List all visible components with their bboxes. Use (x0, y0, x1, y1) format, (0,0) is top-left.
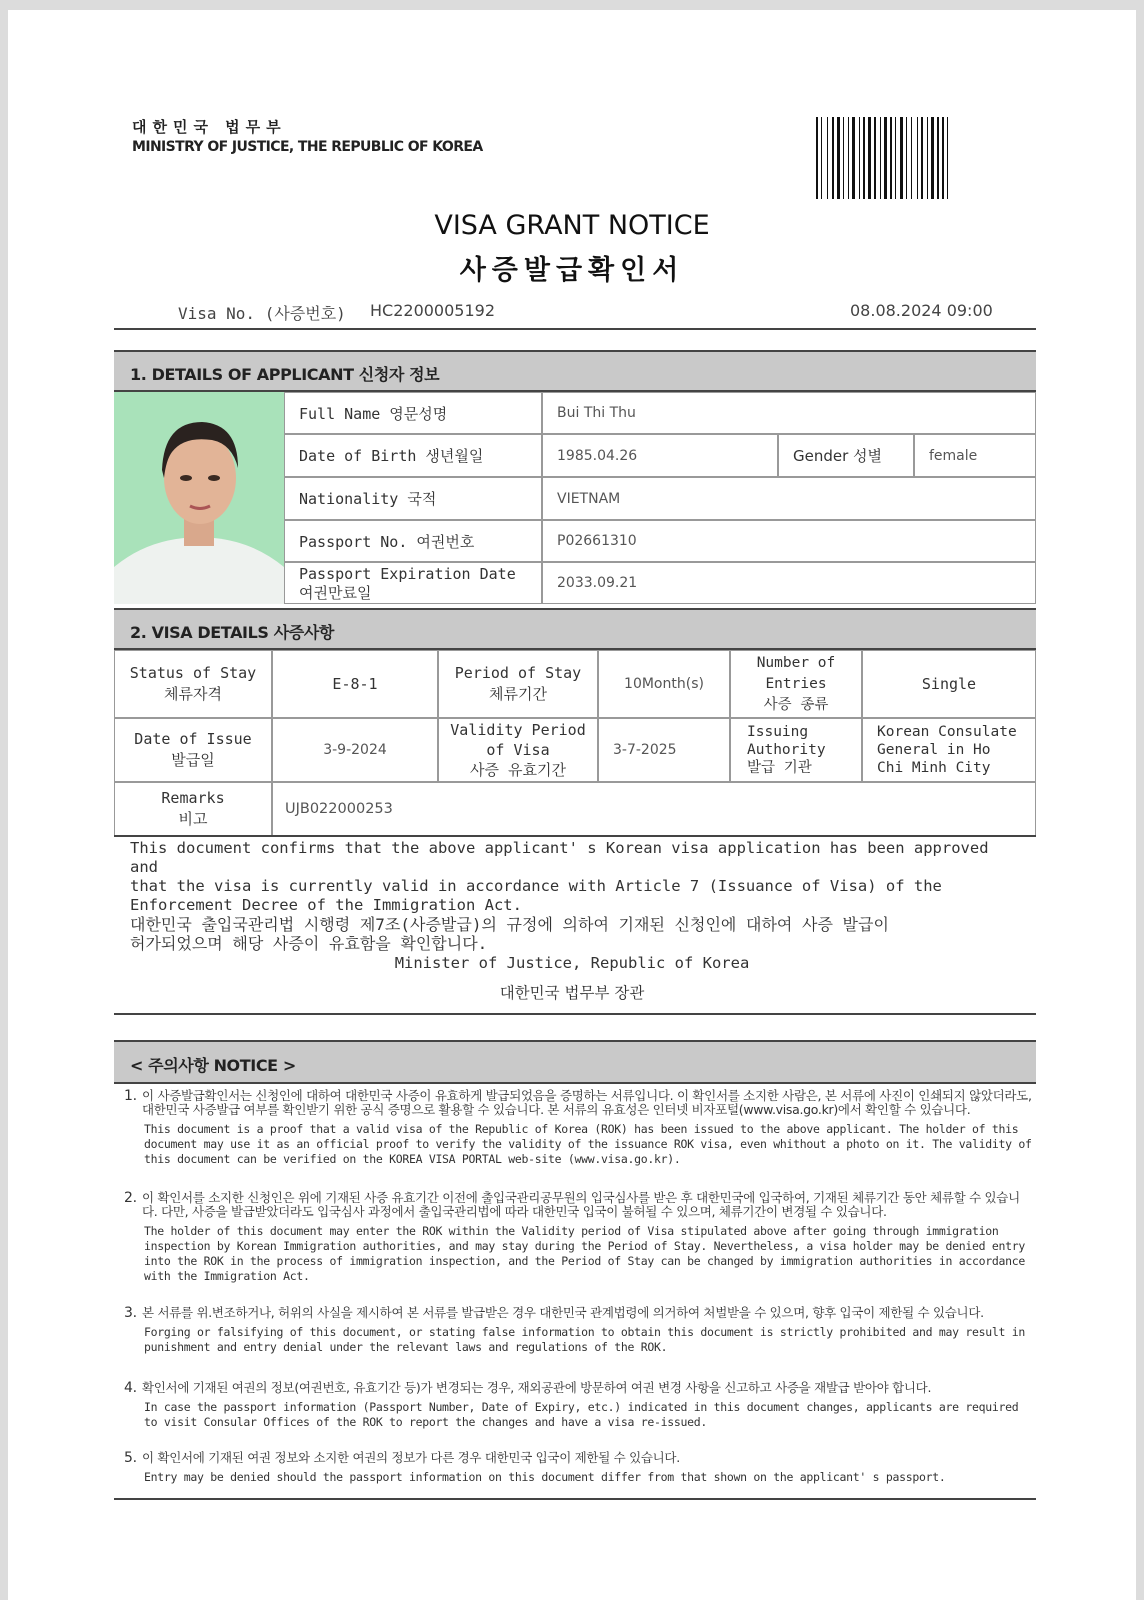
number-of-entries-label: Number of Entries 사증 종류 (730, 650, 862, 718)
passport-number-label: Passport No. 여권번호 (284, 520, 542, 562)
full-name-value: Bui Thi Thu (542, 392, 1036, 434)
gender-value: female (914, 434, 1036, 477)
visa-section-header (114, 608, 1036, 650)
document-title-english: VISA GRANT NOTICE (434, 210, 710, 241)
period-of-stay-label: Period of Stay 체류기간 (438, 650, 598, 718)
notice-item: 1. 이 사증발급확인서는 신청인에 대하여 대한민국 사증이 유효하게 발급되었음을 증명하는 서류입니다. 이 확인서를 소지한 사람은, 본 서류에 사진이 인쇄되지 않았더라도, 대한민국 사증발급 여부를 확인받기 위한 공식 증명으로 활용할 수 있습니다. 본 서류의 유효성은 인터넷 비자포털(www.visa.go.kr)에서 확인할 수 있습니다. This document is a proof that a valid visa of the Republic of Korea (ROK) has been issued to the above applicant. The holder of this document may use it as an official proof to verify the validity of the issuance ROK visa, even whithout a photo on it. The validity of this document can be verified on the KOREA VISA PORTAL web-site (www.visa.go.kr). (124, 1088, 1032, 1166)
gender-label: Gender 성별 (778, 434, 914, 477)
notice-datetime: 08.08.2024 09:00 (850, 301, 993, 320)
validity-period-label: Validity Period of Visa 사증 유효기간 (438, 718, 598, 782)
number-of-entries-value: Single (862, 650, 1036, 718)
notice-item: 5. 이 확인서에 기재된 여권 정보와 소지한 여권의 정보가 다른 경우 대한민국 입국이 제한될 수 있습니다. Entry may be denied should the passport information on this document differ from that shown on the applicant' s passport. (124, 1450, 946, 1484)
document-title-korean: 사증발급확인서 (459, 255, 685, 286)
minister-signature-english: Minister of Justice, Republic of Korea (394, 954, 750, 972)
period-of-stay-value: 10Month(s) (598, 650, 730, 718)
nationality-value: VIETNAM (542, 477, 1036, 520)
nationality-label: Nationality 국적 (284, 477, 542, 520)
ministry-name-english: MINISTRY OF JUSTICE, THE REPUBLIC OF KOREA (132, 139, 483, 155)
issuing-authority-value: Korean Consulate General in Ho Chi Minh City (862, 718, 1036, 782)
passport-expiration-label: Passport Expiration Date 여권만료일 (284, 562, 542, 604)
remarks-value: UJB022000253 (272, 782, 1036, 836)
minister-signature-korean: 대한민국 법무부 장관 (499, 984, 645, 1002)
date-of-issue-value: 3-9-2024 (272, 718, 438, 782)
divider (114, 1013, 1036, 1015)
issuing-authority-label: Issuing Authority 발급 기관 (730, 718, 862, 782)
divider (114, 328, 1036, 330)
dob-label: Date of Birth 생년월일 (284, 434, 542, 477)
divider (114, 835, 1036, 837)
full-name-label: Full Name 영문성명 (284, 392, 542, 434)
status-of-stay-value: E-8-1 (272, 650, 438, 718)
applicant-section-header (114, 350, 1036, 392)
visa-section-title: 2. VISA DETAILS 사증사항 (130, 623, 334, 642)
notice-item: 2. 이 확인서를 소지한 신청인은 위에 기재된 사증 유효기간 이전에 출입국관리공무원의 입국심사를 받은 후 대한민국에 입국하여, 기재된 체류기간 동안 체류할 수 있습니다. 다만, 사증을 발급받았더라도 입국심사 과정에서 출입국관리법에 따라 대한민국 입국이 불허될 수 있으며, 체류기간이 변경될 수 있습니다. The holder of this document may enter the ROK within the Validity period of Visa stipulated above after going through immigration inspection by Korean Immigration authorities, and may stay during the Period of Stay. Nevertheless, a visa holder may be denied entry into the ROK in the process of immigration inspection, and the Period of Stay can be changed by immigration authorities in accordance with the Immigration Act. (124, 1190, 1025, 1283)
remarks-label: Remarks 비고 (114, 782, 272, 836)
confirmation-text: This document confirms that the above applicant' s Korean visa application has been approved and that the visa is currently valid in accordance with Article 7 (Issuance of Visa) of the Enforcement Decree of the Immigration Act. 대한민국 출입국관리법 시행령 제7조(사증발급)의 규정에 의하여 기재된 신청인에 대하여 사증 발급이 허가되었으며 해당 사증이 유효함을 확인합니다. (130, 839, 989, 953)
barcode-icon (816, 117, 990, 199)
visa-grant-notice-document (8, 10, 1136, 1600)
divider (114, 1498, 1036, 1500)
validity-period-value: 3-7-2025 (598, 718, 730, 782)
passport-number-value: P02661310 (542, 520, 1036, 562)
notice-item: 4. 확인서에 기재된 여권의 정보(여권번호, 유효기간 등)가 변경되는 경우, 재외공관에 방문하여 여권 변경 사항을 신고하고 사증을 재발급 받아야 합니다. In case the passport information (Passport Number, Date of Expiry, etc.) indicated in this document changes, applicants are required to visit Consular Offices of the ROK to report the changes and have a visa re-issued. (124, 1380, 1019, 1429)
notice-item: 3. 본 서류를 위.변조하거나, 허위의 사실을 제시하여 본 서류를 발급받은 경우 대한민국 관계법령에 의거하여 처벌받을 수 있으며, 향후 입국이 제한될 수 있습니다. Forging or falsifying of this document, or stating false information to obtain this document is strictly prohibited and may result in punishment and entry denial under the relevant laws and regulations of the ROK. (124, 1305, 1025, 1354)
visa-number-value: HC2200005192 (370, 301, 495, 320)
notice-section-title: < 주의사항 NOTICE > (130, 1056, 296, 1075)
status-of-stay-label: Status of Stay 체류자격 (114, 650, 272, 718)
applicant-section-title: 1. DETAILS OF APPLICANT 신청자 정보 (130, 365, 440, 384)
date-of-issue-label: Date of Issue 발급일 (114, 718, 272, 782)
dob-value: 1985.04.26 (542, 434, 778, 477)
visa-number-label: Visa No. (사증번호) (178, 304, 346, 323)
passport-expiration-value: 2033.09.21 (542, 562, 1036, 604)
applicant-photo (114, 392, 284, 604)
ministry-name-korean: 대한민국 법무부 (132, 118, 287, 136)
notice-section-header (114, 1040, 1036, 1084)
